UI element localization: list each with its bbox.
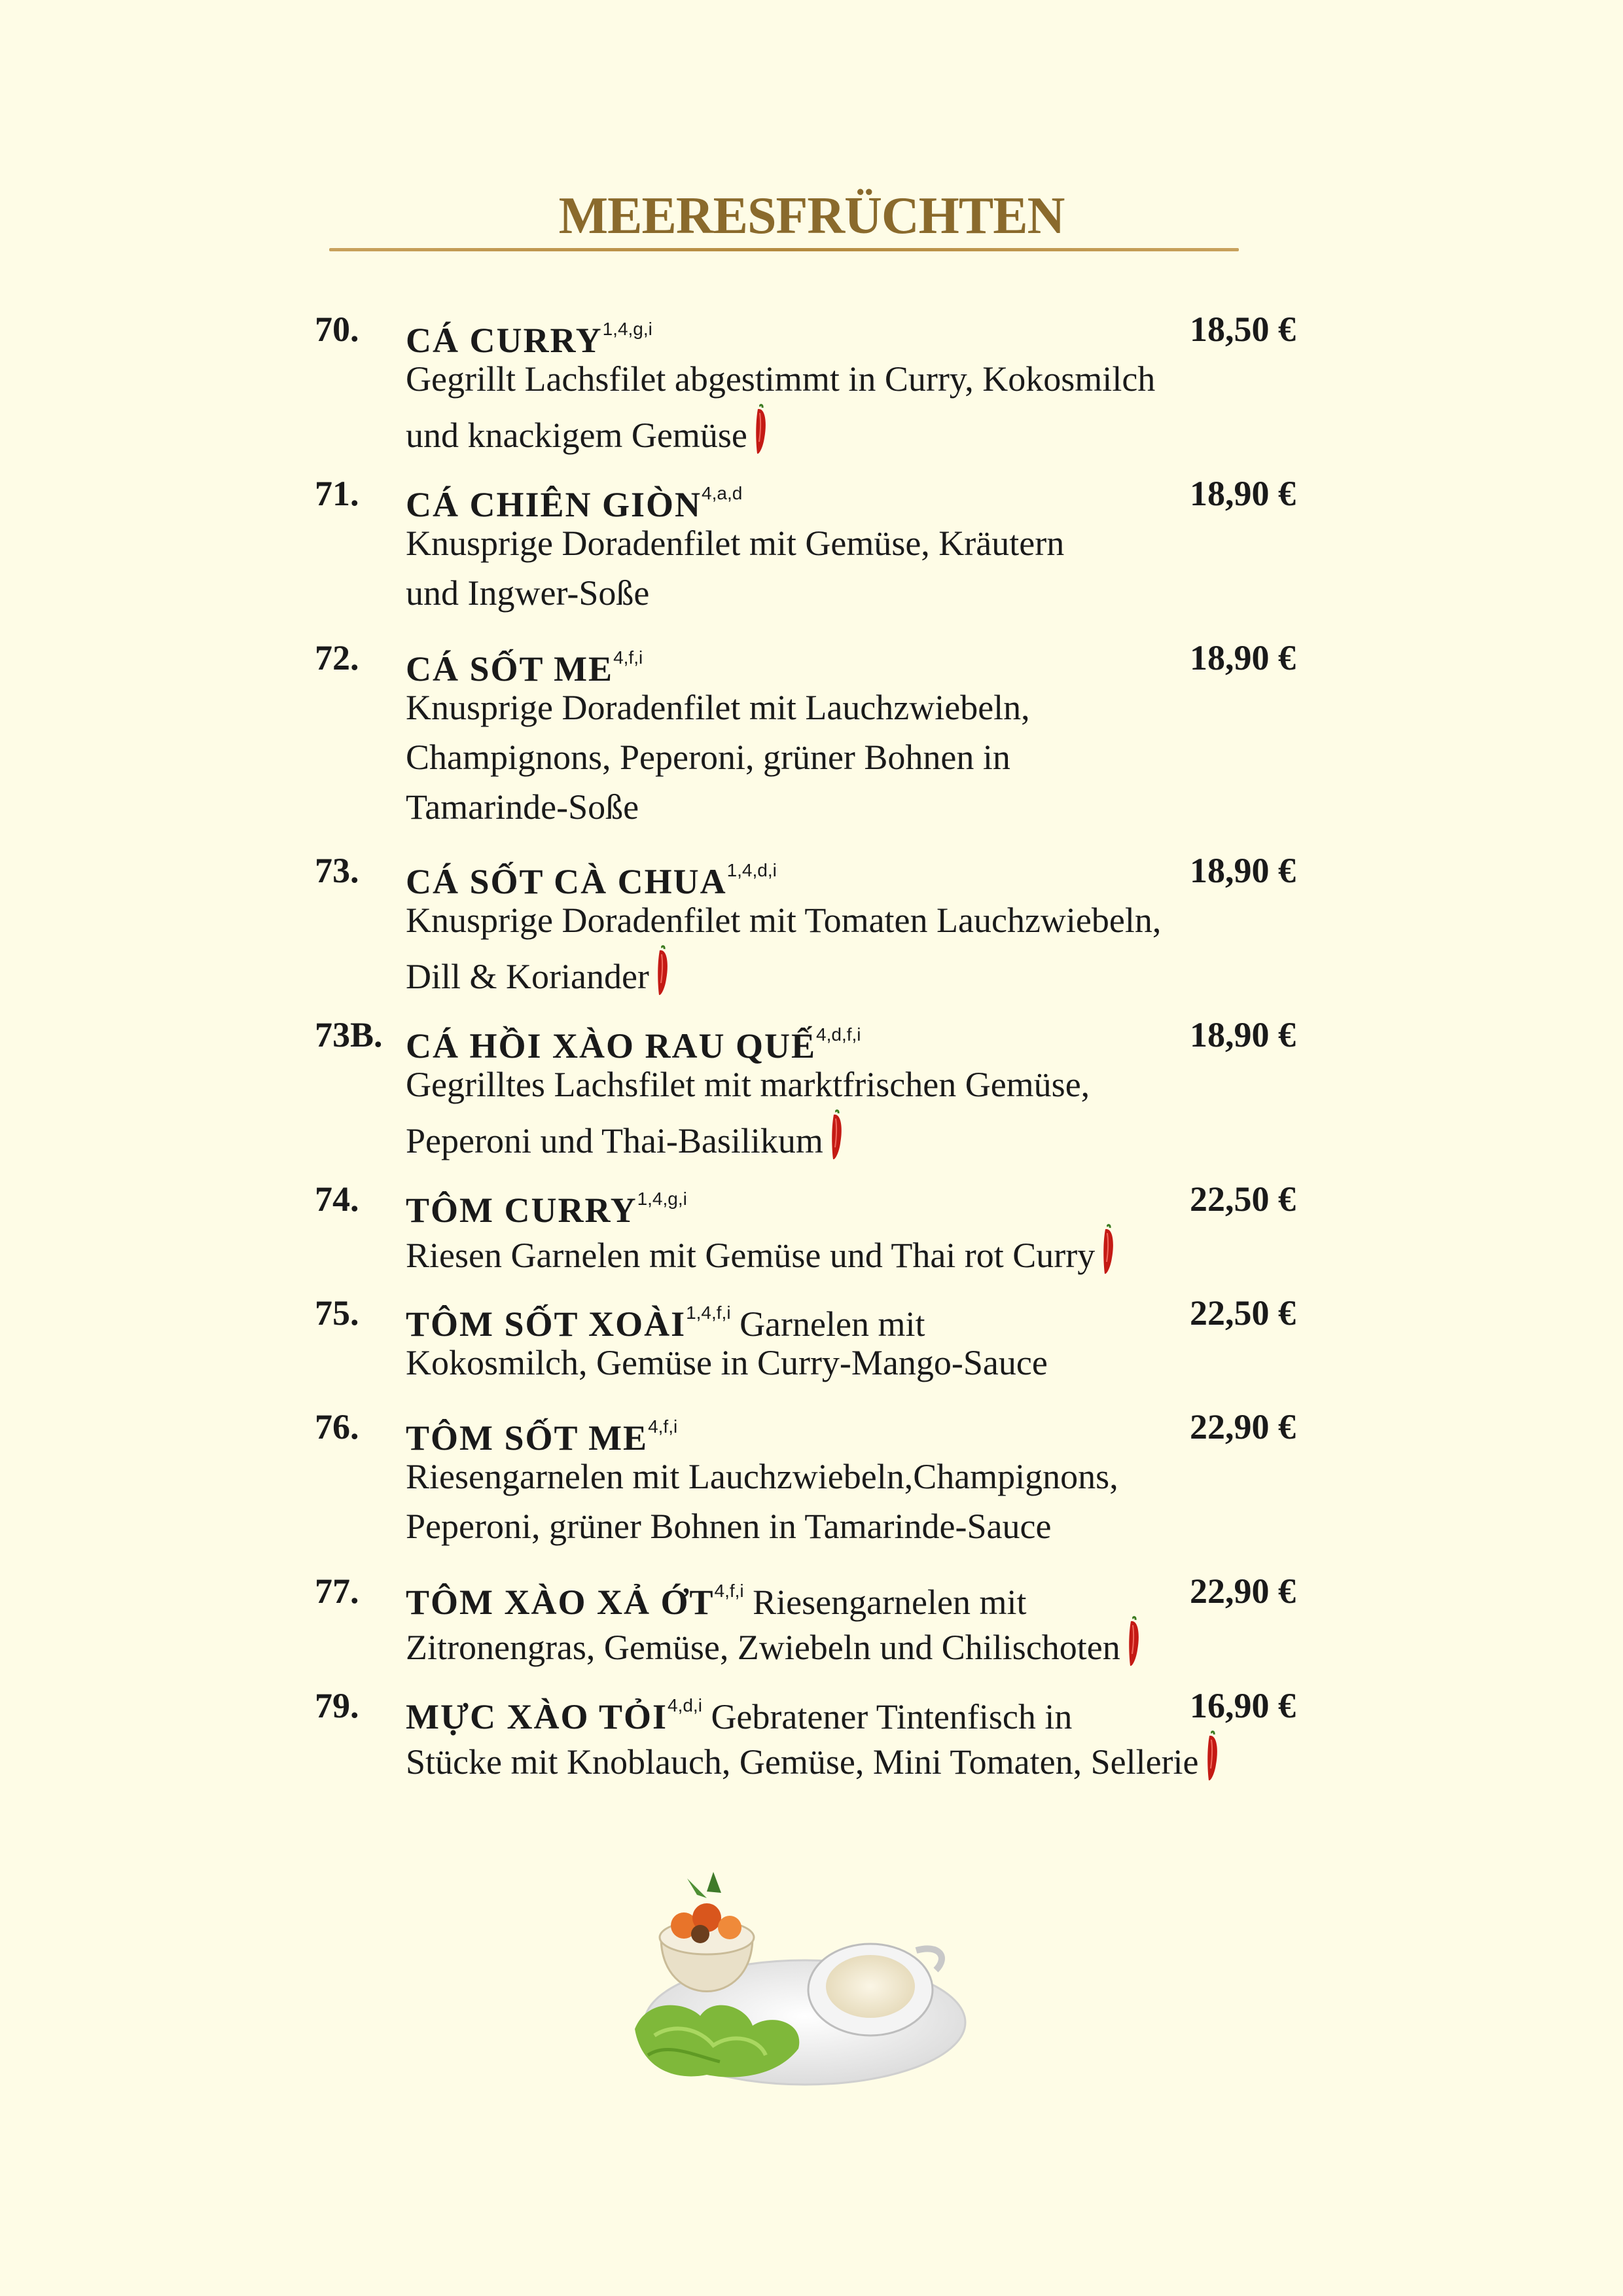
description-text: Knusprige Doradenfilet mit Tomaten Lauchzwiebeln, xyxy=(406,901,1162,940)
item-price: 18,90 € xyxy=(1190,1015,1296,1054)
item-price: 18,90 € xyxy=(1190,851,1296,890)
item-description xyxy=(406,683,1191,832)
allergen-codes: 4,f,i xyxy=(648,1416,678,1437)
item-name: TÔM SỐT ME xyxy=(406,1418,649,1458)
dish-photo xyxy=(609,1865,969,2114)
description-line xyxy=(406,354,1191,404)
allergen-codes: 4,f,i xyxy=(714,1581,744,1601)
item-price: 18,90 € xyxy=(1190,474,1296,513)
description-line xyxy=(406,1616,1191,1672)
description-text: Kokosmilch, Gemüse in Curry-Mango-Sauce xyxy=(406,1343,1048,1382)
item-description xyxy=(406,895,1191,1001)
description-text: und Ingwer-Soße xyxy=(406,573,650,613)
allergen-codes: 1,4,g,i xyxy=(602,319,652,339)
description-text: Tamarinde-Soße xyxy=(406,787,639,827)
item-number: 77. xyxy=(315,1571,359,1611)
item-number: 73. xyxy=(315,851,359,890)
item-description xyxy=(406,518,1191,618)
item-price: 22,90 € xyxy=(1190,1571,1296,1611)
description-line xyxy=(406,782,1191,832)
allergen-codes: 4,d,f,i xyxy=(816,1024,861,1045)
item-description: Garnelen mit xyxy=(740,1304,925,1344)
description-line xyxy=(406,1060,1191,1109)
item-description xyxy=(406,1452,1191,1551)
item-name: TÔM XÀO XẢ ỚT xyxy=(406,1583,715,1622)
description-text: Knusprige Doradenfilet mit Lauchzwiebeln, xyxy=(406,688,1030,727)
allergen-codes: 4,a,d xyxy=(702,483,743,503)
item-number: 75. xyxy=(315,1293,359,1333)
allergen-codes: 4,d,i xyxy=(668,1695,702,1715)
allergen-codes: 1,4,g,i xyxy=(637,1189,687,1209)
item-price: 22,50 € xyxy=(1190,1179,1296,1219)
description-text: Champignons, Peperoni, grüner Bohnen in xyxy=(406,738,1010,777)
description-text: Stücke mit Knoblauch, Gemüse, Mini Tomaten, Sellerie xyxy=(406,1742,1199,1782)
item-name: MỰC XÀO TỎI xyxy=(406,1697,668,1736)
item-description xyxy=(406,1731,1199,1787)
chili-pepper-icon xyxy=(751,404,771,456)
item-name: CÁ CURRY xyxy=(406,321,603,360)
item-price: 18,90 € xyxy=(1190,638,1296,677)
description-text: Riesen Garnelen mit Gemüse und Thai rot Curry xyxy=(406,1236,1096,1275)
allergen-codes: 1,4,d,i xyxy=(726,860,777,880)
description-line xyxy=(406,732,1191,782)
item-name: CÁ SỐT CÀ CHUA xyxy=(406,862,727,901)
item-number: 73B. xyxy=(315,1015,383,1054)
description-line xyxy=(406,1109,1191,1166)
description-line xyxy=(406,1452,1191,1501)
item-name: CÁ CHIÊN GIÒN xyxy=(406,485,702,524)
description-text: Gegrillt Lachsfilet abgestimmt in Curry, Kokosmilch xyxy=(406,359,1156,399)
item-name: TÔM SỐT XOÀI xyxy=(406,1304,687,1344)
item-description xyxy=(406,1224,1191,1280)
description-line xyxy=(406,1224,1191,1280)
description-line xyxy=(406,945,1191,1001)
item-price: 22,50 € xyxy=(1190,1293,1296,1333)
description-text: und knackigem Gemüse xyxy=(406,416,747,455)
item-description xyxy=(406,1616,1191,1672)
item-price: 16,90 € xyxy=(1190,1686,1296,1725)
item-description: Riesengarnelen mit xyxy=(753,1583,1027,1622)
item-price: 22,90 € xyxy=(1190,1407,1296,1446)
description-line xyxy=(406,404,1191,460)
item-number: 76. xyxy=(315,1407,359,1446)
chili-pepper-icon xyxy=(1203,1731,1222,1783)
description-line xyxy=(406,683,1191,732)
item-number: 71. xyxy=(315,474,359,513)
item-description xyxy=(406,354,1191,460)
description-line xyxy=(406,1501,1191,1551)
item-description xyxy=(406,1338,1191,1388)
item-name: CÁ SỐT ME xyxy=(406,649,614,689)
description-line xyxy=(406,568,1191,618)
description-text: Dill & Koriander xyxy=(406,957,649,996)
section-title: MEERESFRÜCHTEN xyxy=(558,187,1065,245)
description-line xyxy=(406,1731,1199,1787)
allergen-codes: 1,4,f,i xyxy=(686,1302,731,1323)
chili-pepper-icon xyxy=(653,945,673,997)
item-description: Gebratener Tintenfisch in xyxy=(711,1697,1073,1736)
description-text: Zitronengras, Gemüse, Zwiebeln und Chilischoten xyxy=(406,1628,1120,1667)
description-line xyxy=(406,518,1191,568)
chili-pepper-icon xyxy=(1099,1224,1118,1276)
item-number: 72. xyxy=(315,638,359,677)
description-text: Peperoni und Thai-Basilikum xyxy=(406,1121,823,1160)
description-text: Gegrilltes Lachsfilet mit marktfrischen Gemüse, xyxy=(406,1065,1090,1104)
item-price: 18,50 € xyxy=(1190,310,1296,349)
description-line xyxy=(406,895,1191,945)
item-name: CÁ HỒI XÀO RAU QUẾ xyxy=(406,1026,817,1066)
allergen-codes: 4,f,i xyxy=(613,647,643,668)
item-number: 70. xyxy=(315,310,359,349)
chili-pepper-icon xyxy=(1124,1616,1144,1668)
description-text: Peperoni, grüner Bohnen in Tamarinde-Sauce xyxy=(406,1507,1052,1546)
item-number: 79. xyxy=(315,1686,359,1725)
description-text: Riesengarnelen mit Lauchzwiebeln,Champignons, xyxy=(406,1457,1118,1496)
item-description xyxy=(406,1060,1191,1166)
chili-pepper-icon xyxy=(827,1109,847,1162)
item-name: TÔM CURRY xyxy=(406,1191,637,1230)
item-number: 74. xyxy=(315,1179,359,1219)
description-text: Knusprige Doradenfilet mit Gemüse, Kräutern xyxy=(406,524,1065,563)
description-line xyxy=(406,1338,1191,1388)
